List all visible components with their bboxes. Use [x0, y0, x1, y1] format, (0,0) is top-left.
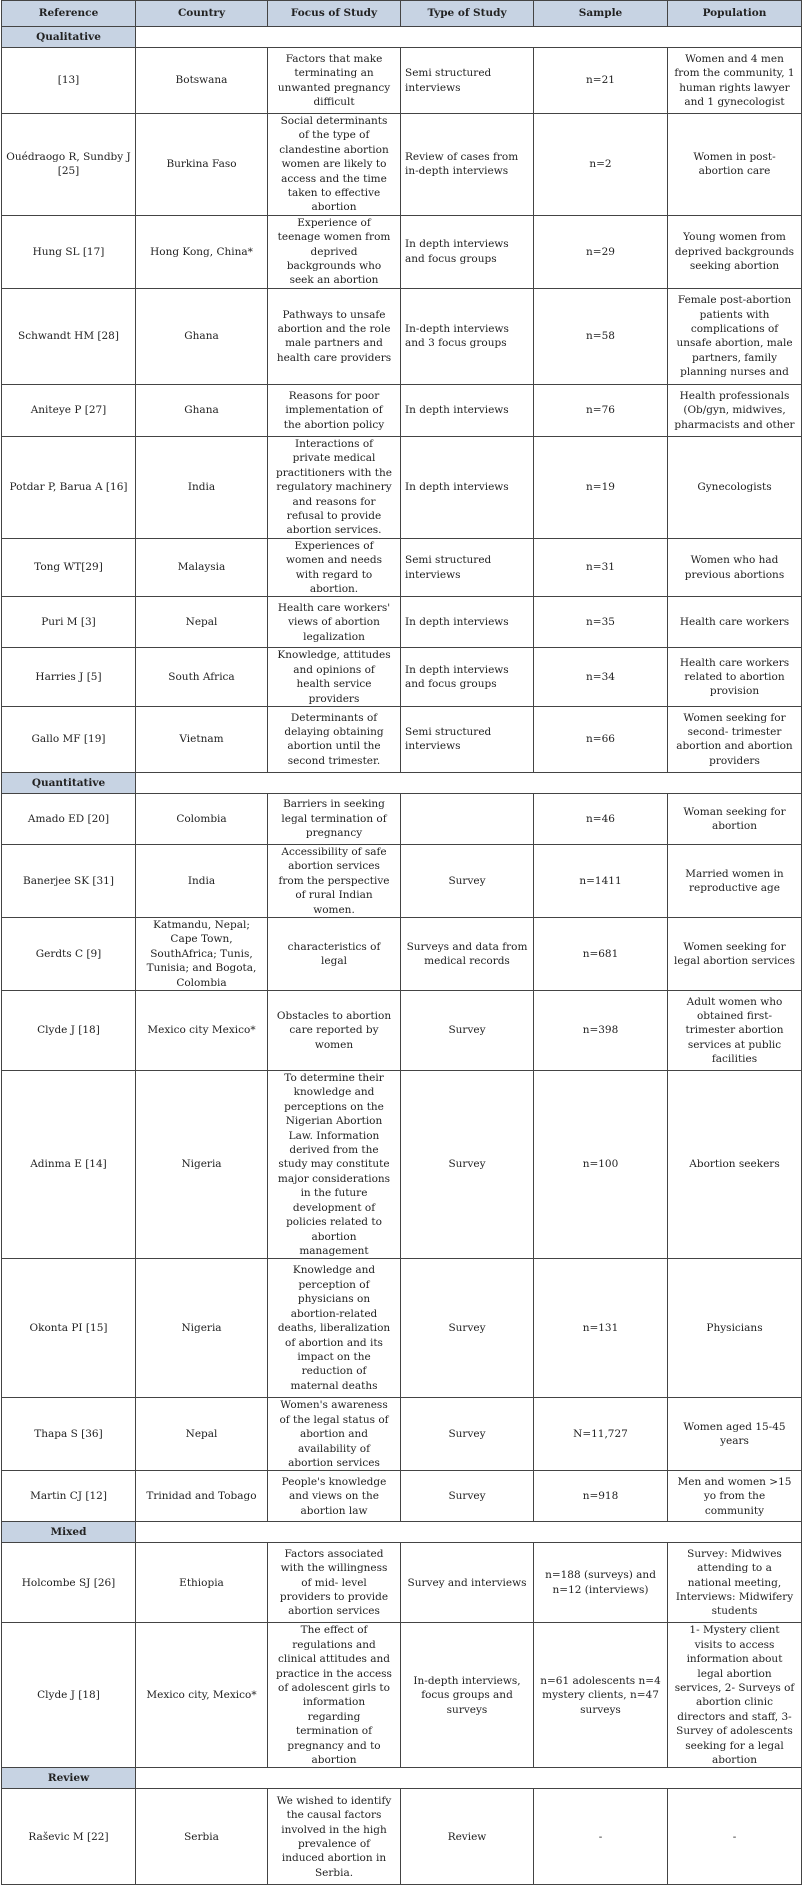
section-title: Review	[2, 1768, 136, 1789]
cell-focus: Interactions of private medical practitioners with the regulatory machinery and reasons for refusal to provide abortion services.	[268, 436, 401, 538]
cell-reference: Clyde J [18]	[2, 991, 136, 1071]
cell-country: Botswana	[136, 48, 268, 114]
table-row	[2, 1789, 802, 1885]
cell-focus: Factors that make terminating an unwanted pregnancy difficult	[268, 48, 401, 114]
table-row	[2, 991, 802, 1071]
section-title: Qualitative	[2, 27, 136, 48]
cell-population: Women who had previous abortions	[668, 538, 802, 597]
studies-table	[1, 0, 802, 1885]
cell-country: Malaysia	[136, 538, 268, 597]
section-row-quantitative	[2, 772, 802, 793]
cell-reference: Tong WT[29]	[2, 538, 136, 597]
table-row	[2, 215, 802, 288]
cell-focus: Social determinants of the type of clandestine abortion women are likely to access and the time taken to effective abortion	[268, 114, 401, 216]
cell-reference: Adinma E [14]	[2, 1071, 136, 1259]
table-row	[2, 114, 802, 216]
cell-type: Survey	[401, 991, 534, 1071]
cell-country: Vietnam	[136, 706, 268, 772]
cell-country: India	[136, 436, 268, 538]
cell-focus: Determinants of delaying obtaining abortion until the second trimester.	[268, 706, 401, 772]
cell-population: Physicians	[668, 1259, 802, 1398]
cell-country: Katmandu, Nepal; Cape Town, SouthAfrica; Tunis, Tunisia; and Bogota, Colombia	[136, 918, 268, 991]
cell-sample: n=21	[534, 48, 668, 114]
cell-country: India	[136, 844, 268, 917]
section-title: Mixed	[2, 1522, 136, 1543]
header-population: Population	[668, 1, 802, 27]
cell-country: Ghana	[136, 288, 268, 384]
cell-sample: n=66	[534, 706, 668, 772]
cell-focus: Knowledge and perception of physicians on abortion-related deaths, liberalization of abortion and its impact on the reduction of maternal deaths	[268, 1259, 401, 1398]
cell-country: Nigeria	[136, 1259, 268, 1398]
cell-population: Survey: Midwives attending to a national meeting, Interviews: Midwifery students	[668, 1543, 802, 1623]
cell-reference: Thapa S [36]	[2, 1398, 136, 1471]
cell-sample: n=35	[534, 597, 668, 648]
cell-type: Semi structured interviews	[401, 48, 534, 114]
cell-population: Women aged 15-45 years	[668, 1398, 802, 1471]
cell-reference: Potdar P, Barua A [16]	[2, 436, 136, 538]
cell-population: Gynecologists	[668, 436, 802, 538]
cell-sample: n=188 (surveys) and n=12 (interviews)	[534, 1543, 668, 1623]
cell-sample: n=76	[534, 384, 668, 436]
cell-focus: Health care workers' views of abortion legalization	[268, 597, 401, 648]
cell-sample: n=58	[534, 288, 668, 384]
cell-country: Nigeria	[136, 1071, 268, 1259]
cell-type: In depth interviews and focus groups	[401, 215, 534, 288]
section-row-review	[2, 1768, 802, 1789]
cell-focus: Reasons for poor implementation of the abortion policy	[268, 384, 401, 436]
cell-type: Survey	[401, 844, 534, 917]
table-header-row	[2, 1, 802, 27]
cell-focus: The effect of regulations and clinical attitudes and practice in the access of adolescent girls to information regarding termination of pregnancy and to abortion	[268, 1623, 401, 1768]
cell-population: Married women in reproductive age	[668, 844, 802, 917]
cell-population: Women in post-abortion care	[668, 114, 802, 216]
cell-population: Adult women who obtained first-trimester abortion services at public facilities	[668, 991, 802, 1071]
table-row	[2, 538, 802, 597]
cell-type: In depth interviews	[401, 597, 534, 648]
cell-country: Mexico city, Mexico*	[136, 1623, 268, 1768]
cell-focus: Pathways to unsafe abortion and the role male partners and health care providers	[268, 288, 401, 384]
cell-type: Survey	[401, 1071, 534, 1259]
cell-sample: n=131	[534, 1259, 668, 1398]
cell-sample: n=2	[534, 114, 668, 216]
cell-sample: n=918	[534, 1471, 668, 1522]
table-row	[2, 1543, 802, 1623]
cell-population: Woman seeking for abortion	[668, 793, 802, 844]
table-row	[2, 1071, 802, 1259]
cell-reference: Puri M [3]	[2, 597, 136, 648]
cell-population: Abortion seekers	[668, 1071, 802, 1259]
cell-focus: characteristics of legal	[268, 918, 401, 991]
cell-reference: Harries J [5]	[2, 648, 136, 707]
cell-sample: N=11,727	[534, 1398, 668, 1471]
cell-population: Health professionals (Ob/gyn, midwives, pharmacists and other	[668, 384, 802, 436]
cell-sample: n=61 adolescents n=4 mystery clients, n=47 surveys	[534, 1623, 668, 1768]
table-row	[2, 844, 802, 917]
cell-type: Review of cases from in-depth interviews	[401, 114, 534, 216]
cell-reference: Schwandt HM [28]	[2, 288, 136, 384]
cell-type: Survey and interviews	[401, 1543, 534, 1623]
cell-focus: To determine their knowledge and perceptions on the Nigerian Abortion Law. Information derived from the study may constitute major considerations in the future development of policies related to abortion management	[268, 1071, 401, 1259]
cell-type: Semi structured interviews	[401, 706, 534, 772]
cell-type: Review	[401, 1789, 534, 1885]
cell-reference: Holcombe SJ [26]	[2, 1543, 136, 1623]
table-row	[2, 384, 802, 436]
cell-type: Semi structured interviews	[401, 538, 534, 597]
cell-sample: n=46	[534, 793, 668, 844]
section-title: Quantitative	[2, 772, 136, 793]
cell-focus: Experiences of women and needs with regard to abortion.	[268, 538, 401, 597]
cell-country: Ghana	[136, 384, 268, 436]
cell-type: In-depth interviews, focus groups and surveys	[401, 1623, 534, 1768]
cell-sample: n=100	[534, 1071, 668, 1259]
table-row	[2, 1471, 802, 1522]
cell-sample: n=34	[534, 648, 668, 707]
cell-type: Surveys and data from medical records	[401, 918, 534, 991]
cell-population: Young women from deprived backgrounds seeking abortion	[668, 215, 802, 288]
cell-sample: n=681	[534, 918, 668, 991]
cell-sample: n=398	[534, 991, 668, 1071]
section-row-qualitative	[2, 27, 802, 48]
cell-focus: Obstacles to abortion care reported by women	[268, 991, 401, 1071]
cell-type: Survey	[401, 1259, 534, 1398]
cell-reference: Amado ED [20]	[2, 793, 136, 844]
cell-country: Hong Kong, China*	[136, 215, 268, 288]
cell-country: Mexico city Mexico*	[136, 991, 268, 1071]
section-row-mixed	[2, 1522, 802, 1543]
cell-reference: Raševic M [22]	[2, 1789, 136, 1885]
cell-focus: Barriers in seeking legal termination of pregnancy	[268, 793, 401, 844]
cell-focus: Women's awareness of the legal status of abortion and availability of abortion services	[268, 1398, 401, 1471]
table-row	[2, 1623, 802, 1768]
table-row	[2, 648, 802, 707]
cell-reference: Okonta PI [15]	[2, 1259, 136, 1398]
cell-focus: Accessibility of safe abortion services from the perspective of rural Indian women.	[268, 844, 401, 917]
cell-reference: [13]	[2, 48, 136, 114]
cell-type: In-depth interviews and 3 focus groups	[401, 288, 534, 384]
cell-reference: Hung SL [17]	[2, 215, 136, 288]
cell-population: 1- Mystery client visits to access information about legal abortion services, 2- Surveys of abortion clinic directors and staff, 3- Survey of adolescents seeking for a legal abortion	[668, 1623, 802, 1768]
table-row	[2, 1398, 802, 1471]
cell-sample: n=29	[534, 215, 668, 288]
cell-focus: Knowledge, attitudes and opinions of health service providers	[268, 648, 401, 707]
cell-type	[401, 793, 534, 844]
cell-sample: n=31	[534, 538, 668, 597]
cell-type: In depth interviews and focus groups	[401, 648, 534, 707]
cell-population: Women seeking for legal abortion services	[668, 918, 802, 991]
cell-type: In depth interviews	[401, 436, 534, 538]
cell-population: Women seeking for second- trimester abortion and abortion providers	[668, 706, 802, 772]
header-type: Type of Study	[401, 1, 534, 27]
cell-country: Burkina Faso	[136, 114, 268, 216]
cell-reference: Aniteye P [27]	[2, 384, 136, 436]
cell-population: -	[668, 1789, 802, 1885]
cell-focus: People's knowledge and views on the abortion law	[268, 1471, 401, 1522]
table-row	[2, 1259, 802, 1398]
cell-country: Trinidad and Tobago	[136, 1471, 268, 1522]
cell-country: South Africa	[136, 648, 268, 707]
cell-reference: Gerdts C [9]	[2, 918, 136, 991]
cell-reference: Gallo MF [19]	[2, 706, 136, 772]
table-row	[2, 288, 802, 384]
cell-type: In depth interviews	[401, 384, 534, 436]
header-country: Country	[136, 1, 268, 27]
cell-sample: -	[534, 1789, 668, 1885]
cell-population: Women and 4 men from the community, 1 human rights lawyer and 1 gynecologist	[668, 48, 802, 114]
cell-focus: We wished to identify the causal factors involved in the high prevalence of induced abortion in Serbia.	[268, 1789, 401, 1885]
cell-reference: Banerjee SK [31]	[2, 844, 136, 917]
cell-sample: n=19	[534, 436, 668, 538]
cell-population: Female post-abortion patients with complications of unsafe abortion, male partners, family planning nurses and	[668, 288, 802, 384]
table-row	[2, 706, 802, 772]
cell-focus: Factors associated with the willingness of mid- level providers to provide abortion services	[268, 1543, 401, 1623]
cell-sample: n=1411	[534, 844, 668, 917]
header-reference: Reference	[2, 1, 136, 27]
cell-type: Survey	[401, 1398, 534, 1471]
cell-country: Serbia	[136, 1789, 268, 1885]
table-row	[2, 918, 802, 991]
cell-country: Nepal	[136, 597, 268, 648]
cell-population: Health care workers	[668, 597, 802, 648]
cell-type: Survey	[401, 1471, 534, 1522]
cell-country: Colombia	[136, 793, 268, 844]
cell-reference: Clyde J [18]	[2, 1623, 136, 1768]
table-row	[2, 793, 802, 844]
cell-country: Ethiopia	[136, 1543, 268, 1623]
table-row	[2, 436, 802, 538]
cell-country: Nepal	[136, 1398, 268, 1471]
header-sample: Sample	[534, 1, 668, 27]
table-row	[2, 48, 802, 114]
cell-population: Men and women >15 yo from the community	[668, 1471, 802, 1522]
cell-focus: Experience of teenage women from deprived backgrounds who seek an abortion	[268, 215, 401, 288]
cell-reference: Martin CJ [12]	[2, 1471, 136, 1522]
table-row	[2, 597, 802, 648]
header-focus: Focus of Study	[268, 1, 401, 27]
cell-reference: Ouédraogo R, Sundby J [25]	[2, 114, 136, 216]
cell-population: Health care workers related to abortion provision	[668, 648, 802, 707]
